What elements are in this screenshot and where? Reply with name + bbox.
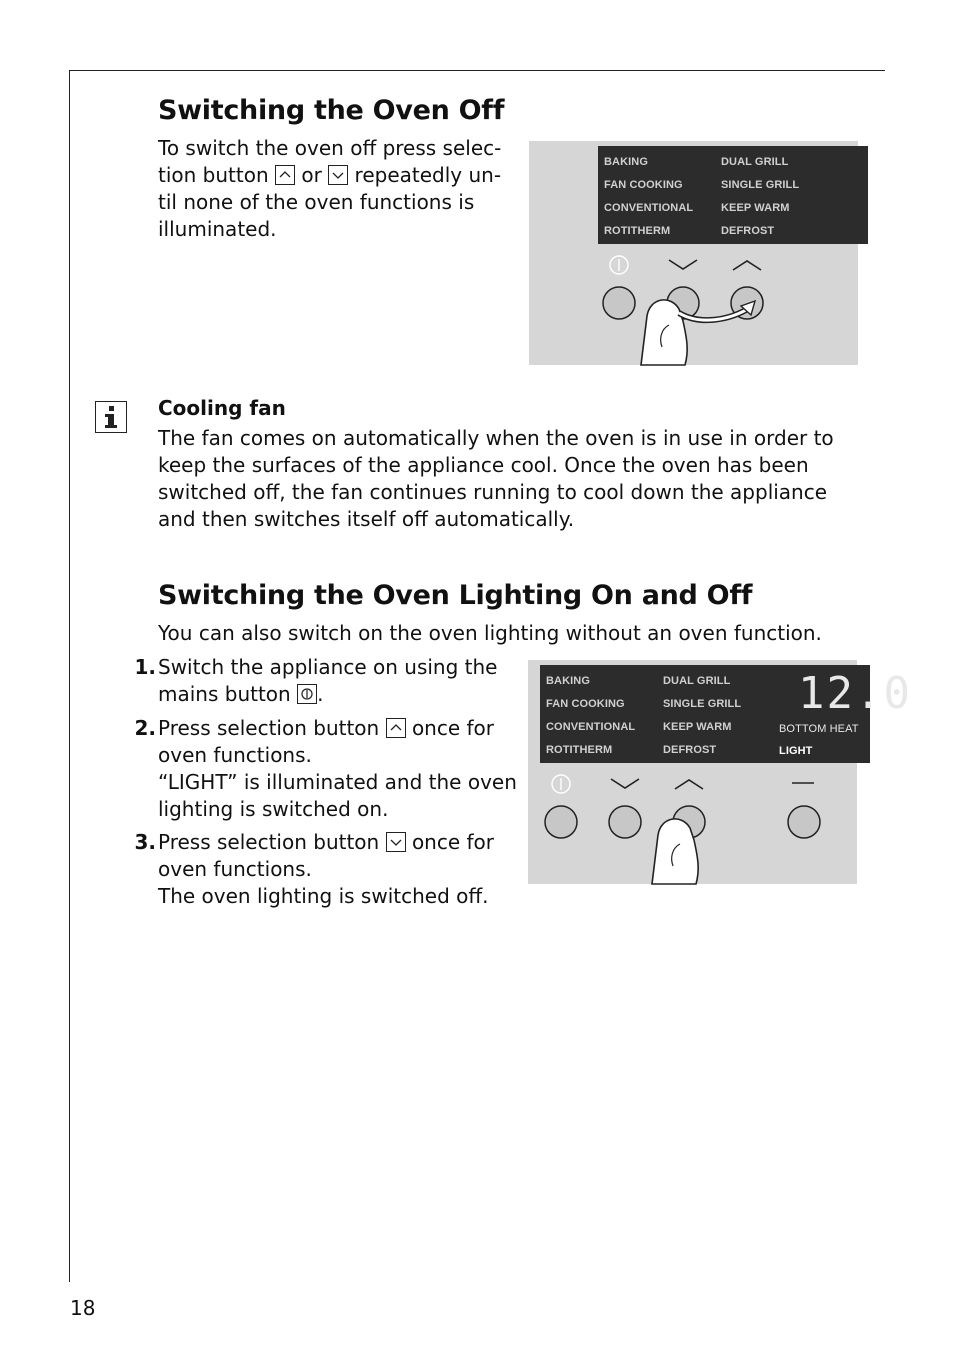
label-keep-warm: KEEP WARM — [663, 721, 732, 733]
power-symbol-icon — [552, 775, 570, 793]
down-button-icon — [386, 832, 406, 852]
label-rotitherm: ROTITHERM — [604, 225, 671, 237]
info-icon — [95, 401, 127, 433]
label-dual-grill: DUAL GRILL — [663, 675, 731, 687]
mains-button-icon — [297, 684, 317, 704]
panel1-controls-drawing — [529, 141, 858, 365]
up-button-icon — [275, 165, 295, 185]
cooling-fan-paragraph: The fan comes on automatically when the oven is in use in order to keep the surfaces of the appliance cool. Once the oven has been switched off, the fan continues running to cool down the appliance and then switches itself off automatically. — [158, 426, 834, 531]
label-single-grill: SINGLE GRILL — [721, 179, 800, 191]
top-rule — [69, 70, 885, 71]
cooling-fan-title: Cooling fan — [158, 396, 286, 420]
power-button — [545, 806, 577, 838]
label-conventional: CONVENTIONAL — [604, 202, 694, 214]
panel2-controls-drawing — [528, 660, 857, 884]
label-keep-warm: KEEP WARM — [721, 202, 790, 214]
section-title-oven-lighting: Switching the Oven Lighting On and Off — [158, 580, 753, 611]
label-defrost: DEFROST — [663, 744, 717, 756]
label-fan-cooking: FAN COOKING — [604, 179, 683, 191]
power-symbol-icon — [610, 256, 628, 274]
page-number: 18 — [70, 1296, 96, 1320]
label-dual-grill: DUAL GRILL — [721, 156, 789, 168]
label-baking: BAKING — [604, 156, 648, 168]
label-defrost: DEFROST — [721, 225, 775, 237]
section-title-oven-off: Switching the Oven Off — [158, 95, 505, 126]
up-arrow-icon — [675, 780, 703, 789]
minus-button — [788, 806, 820, 838]
oven-lighting-intro: You can also switch on the oven lighting without an oven function. — [158, 621, 822, 645]
up-arrow-icon — [733, 261, 761, 270]
label-fan-cooking: FAN COOKING — [546, 698, 625, 710]
oven-off-paragraph: To switch the oven off press selec- tion button or repeatedly un- til none of the oven functions is illuminated. — [158, 136, 502, 241]
down-arrow-icon — [669, 260, 697, 269]
label-bottom-heat: BOTTOM HEAT — [779, 723, 859, 735]
control-panel-illustration-2 — [528, 660, 912, 884]
left-rule — [69, 70, 70, 1282]
power-button — [603, 287, 635, 319]
label-rotitherm: ROTITHERM — [546, 744, 613, 756]
label-conventional: CONVENTIONAL — [546, 721, 636, 733]
down-arrow-icon — [611, 779, 639, 788]
label-baking: BAKING — [546, 675, 590, 687]
up-button-icon — [386, 718, 406, 738]
label-single-grill: SINGLE GRILL — [663, 698, 742, 710]
label-light: LIGHT — [779, 745, 813, 757]
down-button-icon — [328, 165, 348, 185]
time-display: 12.0 — [798, 668, 912, 719]
control-panel-illustration-1 — [529, 141, 858, 365]
down-button — [609, 806, 641, 838]
